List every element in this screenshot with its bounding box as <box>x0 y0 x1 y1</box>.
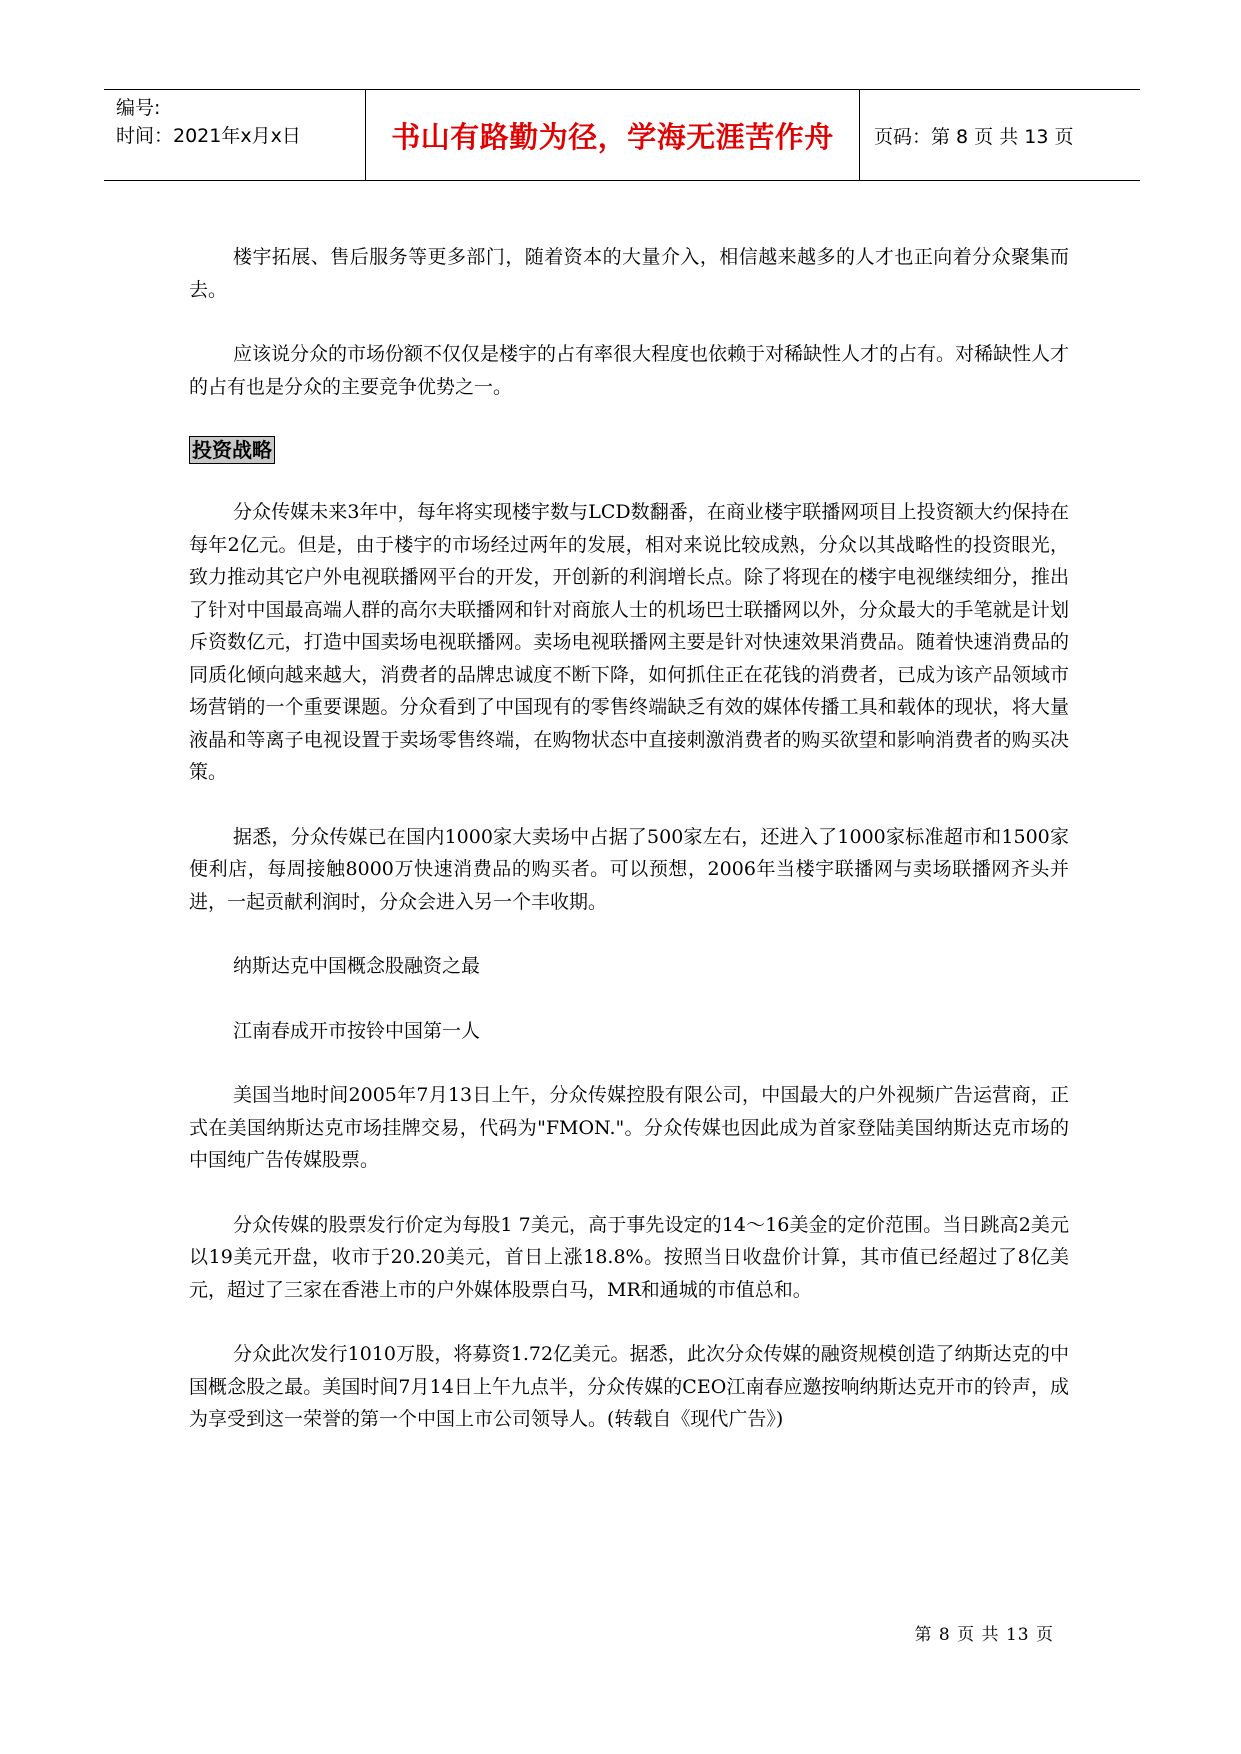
page-footer: 第 8 页 共 13 页 <box>914 1625 1054 1645</box>
header-meta <box>104 90 366 180</box>
header-number-label: 编号: <box>116 97 161 119</box>
body-paragraph: 楼宇拓展、售后服务等更多部门，随着资本的大量介入，相信越来越多的人才也正向着分众聚集而去。 <box>189 246 1069 301</box>
body-paragraph: 美国当地时间2005年7月13日上午，分众传媒控股有限公司，中国最大的户外视频广告运营商，正式在美国纳斯达克市场挂牌交易，代码为"FMON."。分众传媒也因此成为首家登陆美国纳斯达克市场的中国纯广告传媒股票。 <box>189 1084 1069 1171</box>
header-motto: 书山有路勤为径，学海无涯苦作舟 <box>366 90 860 180</box>
body-paragraph: 分众传媒未来3年中，每年将实现楼宇数与LCD数翻番，在商业楼宇联播网项目上投资额大约保持在每年2亿元。但是，由于楼宇的市场经过两年的发展，相对来说比较成熟，分众以其战略性的投资眼光，致力推动其它户外电视联播网平台的开发，开创新的利润增长点。除了将现在的楼宇电视继续细分，推出了针对中国最高端人群的高尔夫联播网和针对商旅人士的机场巴士联播网以外，分众最大的手笔就是计划斥资数亿元，打造中国卖场电视联播网。卖场电视联播网主要是针对快速效果消费品。随着快速消费品的同质化倾向越来越大，消费者的品牌忠诚度不断下降，如何抓住正在花钱的消费者，已成为该产品领域市场营销的一个重要课题。分众看到了中国现有的零售终端缺乏有效的媒体传播工具和载体的现状，将大量液晶和等离子电视设置于卖场零售终端，在购物状态中直接刺激消费者的购买欲望和影响消费者的购买决策。 <box>189 501 1069 783</box>
section-heading: 投资战略 <box>189 436 275 464</box>
body-paragraph: 应该说分众的市场份额不仅仅是楼宇的占有率很大程度也依赖于对稀缺性人才的占有。对稀缺性人才的占有也是分众的主要竞争优势之一。 <box>189 343 1070 398</box>
body-subtitle: 纳斯达克中国概念股融资之最 <box>233 955 481 977</box>
body-paragraph: 分众传媒的股票发行价定为每股1 7美元，高于事先设定的14～16美金的定价范围。当日跳高2美元以19美元开盘，收市于20.20美元，首日上涨18.8%。按照当日收盘价计算，其市值已经超过了8亿美元，超过了三家在香港上市的户外媒体股票白马，MR和通城的市值总和。 <box>189 1213 1069 1301</box>
header-time-label: 时间：2021年x月x日 <box>116 125 301 147</box>
page-header <box>104 89 1140 181</box>
body-subtitle: 江南春成开市按铃中国第一人 <box>233 1019 481 1042</box>
body-paragraph: 分众此次发行1010万股，将募资1.72亿美元。据悉，此次分众传媒的融资规模创造了纳斯达克的中国概念股之最。美国时间7月14日上午九点半，分众传媒的CEO江南春应邀按响纳斯达克开市的铃声，成为享受到这一荣誉的第一个中国上市公司领导人。(转载自《现代广告》) <box>189 1343 1069 1430</box>
body-paragraph: 据悉，分众传媒已在国内1000家大卖场中占据了500家左右，还进入了1000家标准超市和1500家便利店，每周接触8000万快速消费品的购买者。可以预想，2006年当楼宇联播网与卖场联播网齐头并进，一起贡献利润时，分众会进入另一个丰收期。 <box>189 825 1069 913</box>
header-page-label: 页码：第 8 页 共 13 页 <box>874 125 1074 148</box>
document-body <box>189 241 1069 1468</box>
